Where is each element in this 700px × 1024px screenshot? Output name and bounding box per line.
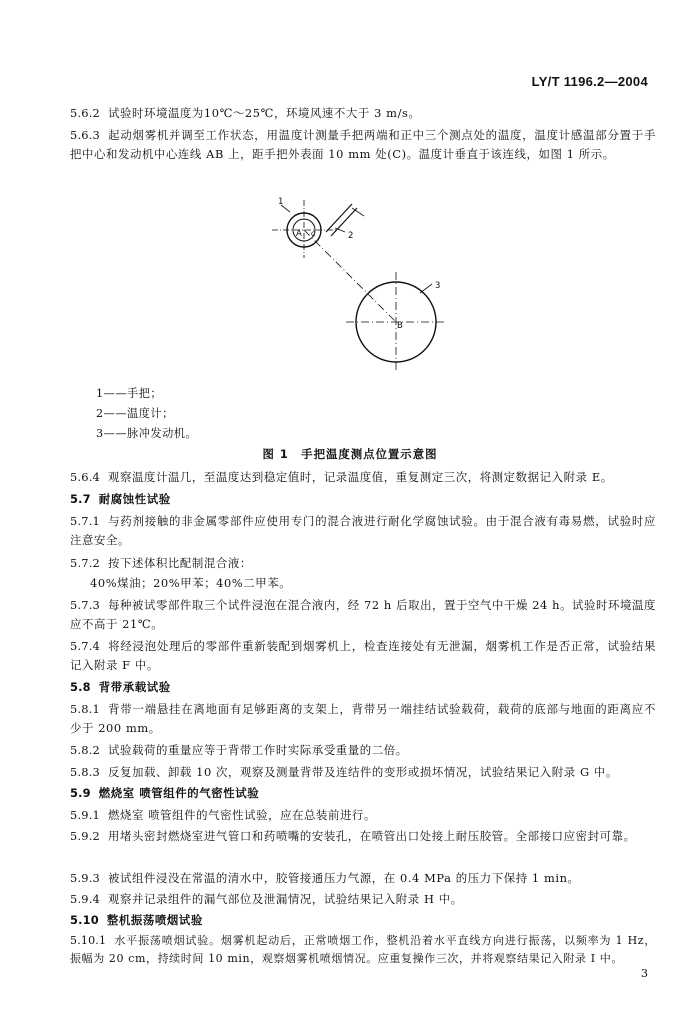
section-5-7	[70, 490, 656, 509]
figure-1-diagram	[0, 0, 700, 440]
section-title: 整机振荡喷烟试验	[106, 913, 203, 927]
clause-number: 5.9.4	[70, 892, 100, 906]
label-a: A	[296, 229, 302, 239]
section-title: 燃烧室 喷管组件的气密性试验	[98, 786, 260, 800]
clause-text: 按下述体积比配制混合液：	[107, 556, 252, 570]
clause-number: 5.7.2	[70, 556, 100, 570]
standard-number: LY/T 1196.2—2004	[531, 74, 648, 89]
clause-5-9-2	[70, 827, 656, 846]
section-number: 5.8	[70, 680, 91, 694]
clause-text: 反复加载、卸载 10 次，观察及测量背带及连结件的变形或损坏情况，试验结果记入附录 G 中。	[107, 765, 618, 779]
clause-5-8-1	[70, 700, 656, 738]
clause-text: 每种被试零部件取三个试件浸泡在混合液内，经 72 h 后取出，置于空气中干燥 24 h。试验时环境温度应不高于 21℃。	[70, 598, 656, 631]
legend-num: 2	[96, 407, 104, 420]
legend-item-3	[96, 426, 197, 442]
legend-num: 1	[96, 387, 104, 400]
clause-text: 试验时环境温度为10℃～25℃，环境风速不大于 3 m/s。	[107, 106, 421, 120]
clause-5-9-4	[70, 890, 656, 909]
label-1: 1	[278, 197, 284, 207]
clause-number: 5.7.4	[70, 639, 100, 653]
mixture-ratio: 40%煤油；20%甲苯；40%二甲苯。	[90, 576, 292, 590]
clause-number: 5.6.3	[70, 128, 100, 142]
section-title: 背带承载试验	[98, 680, 171, 694]
legend-text: 温度计；	[127, 407, 174, 420]
legend-text: 手把；	[127, 387, 163, 400]
clause-5-8-3	[70, 763, 656, 782]
clause-5-9-1	[70, 806, 656, 825]
section-number: 5.10	[70, 913, 99, 927]
clause-text: 观察温度计温几，至温度达到稳定值时，记录温度值，重复测定三次，将测定数据记入附录 E。	[107, 470, 613, 484]
clause-text: 被试组件浸没在常温的清水中，胶管接通压力气源，在 0.4 MPa 的压力下保持 1 min。	[107, 871, 580, 885]
clause-5-7-1	[70, 512, 656, 550]
clause-number: 5.8.1	[70, 702, 100, 716]
clause-5-6-4	[70, 468, 656, 487]
label-b: B	[397, 321, 403, 331]
line-ab	[304, 230, 396, 322]
clause-number: 5.9.3	[70, 871, 100, 885]
clause-5-7-2	[70, 554, 656, 573]
legend-num: 3	[96, 427, 104, 440]
legend-dash: ——	[103, 427, 127, 440]
section-number: 5.7	[70, 492, 91, 506]
clause-number: 5.9.2	[70, 829, 100, 843]
section-number: 5.9	[70, 786, 91, 800]
clause-number: 5.10.1	[70, 934, 107, 947]
clause-text: 燃烧室 喷管组件的气密性试验，应在总装前进行。	[107, 808, 376, 822]
clause-text: 背带一端悬挂在离地面有足够距离的支架上，背带另一端挂结试验载荷，载荷的底部与地面的距离应不少于 200 mm。	[70, 702, 656, 735]
clause-number: 5.6.2	[70, 106, 100, 120]
clause-number: 5.7.1	[70, 514, 100, 528]
label-2: 2	[348, 231, 354, 241]
clause-5-7-4	[70, 637, 656, 675]
clause-text: 试验载荷的重量应等于背带工作时实际承受重量的二倍。	[107, 743, 408, 757]
leader-engine	[420, 284, 432, 293]
clause-number: 5.6.4	[70, 470, 100, 484]
legend-text: 脉冲发动机。	[127, 427, 198, 440]
section-5-10	[70, 911, 656, 930]
section-5-9	[70, 784, 656, 803]
clause-text: 起动烟雾机并调至工作状态，用温度计测量手把两端和正中三个测点处的温度，温度计感温部分置于手把中心和发动机中心连线 AB 上，距手把外表面 10 mm 处(C)。温度计垂直于该连线，如图 1 所示。	[70, 128, 656, 161]
clause-5-7-3	[70, 596, 656, 634]
legend-item-1	[96, 386, 162, 402]
section-5-8	[70, 678, 656, 697]
clause-number: 5.7.3	[70, 598, 100, 612]
legend-dash: ——	[103, 387, 127, 400]
clause-number: 5.9.1	[70, 808, 100, 822]
clause-text: 用堵头密封燃烧室进气管口和药喷嘴的安装孔，在喷管出口处接上耐压胶管。全部接口应密封可靠。	[107, 829, 636, 843]
section-title: 耐腐蚀性试验	[98, 492, 171, 506]
label-c: C	[311, 230, 316, 238]
page-number: 3	[641, 967, 648, 980]
clause-number: 5.8.3	[70, 765, 100, 779]
clause-5-10-1	[70, 932, 656, 967]
clause-text: 将经浸泡处理后的零部件重新装配到烟雾机上，检查连接处有无泄漏，烟雾机工作是否正常，试验结果记入附录 F 中。	[70, 639, 656, 672]
clause-text: 水平振荡喷烟试验。烟雾机起动后，正常喷烟工作，整机沿着水平直线方向进行振荡，以频率为 1 Hz，振幅为 20 cm，持续时间 10 min，观察烟雾机喷烟情况。应重复操作三次，并将观察结果记入附录 I 中。	[70, 934, 656, 965]
clause-5-8-2	[70, 741, 656, 760]
figure-caption: 图 1 手把温度测点位置示意图	[262, 447, 438, 461]
clause-number: 5.8.2	[70, 743, 100, 757]
clause-text: 与药剂接触的非金属零部件应使用专门的混合液进行耐化学腐蚀试验。由于混合液有毒易燃，试验时应注意安全。	[70, 514, 656, 547]
clause-5-9-3	[70, 869, 656, 888]
clause-text: 观察并记录组件的漏气部位及泄漏情况，试验结果记入附录 H 中。	[107, 892, 463, 906]
legend-item-2	[96, 406, 174, 422]
label-3: 3	[435, 281, 441, 291]
legend-dash: ——	[103, 407, 127, 420]
